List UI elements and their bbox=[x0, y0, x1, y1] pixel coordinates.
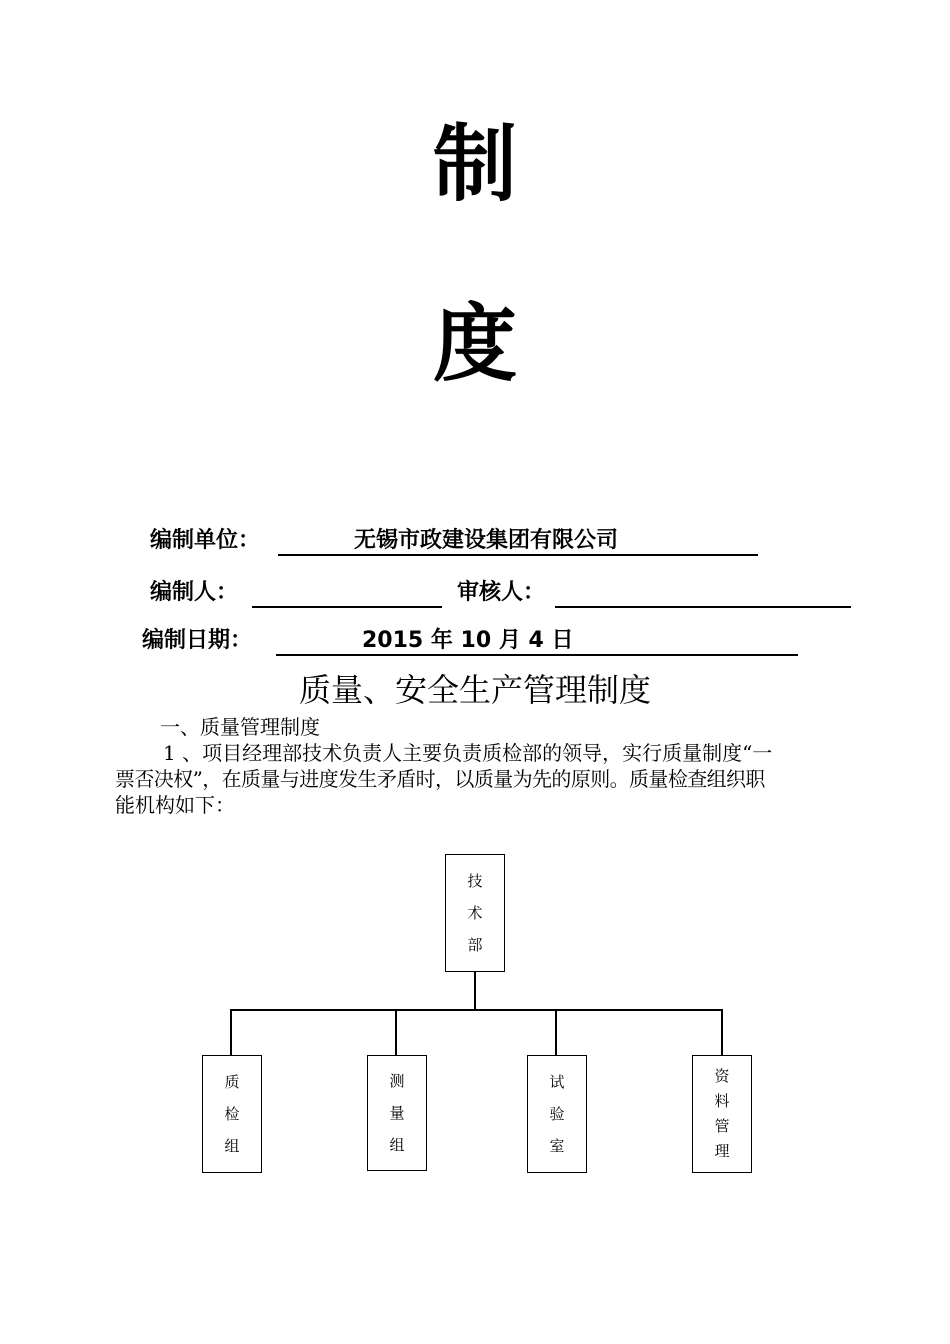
org-child-char: 室 bbox=[549, 1137, 565, 1155]
reviewer-field[interactable] bbox=[555, 578, 851, 608]
org-child-box-survey bbox=[367, 1055, 427, 1171]
reviewer-label: 审核人： bbox=[457, 580, 546, 605]
org-child-char: 试 bbox=[549, 1073, 565, 1091]
org-child-box-records bbox=[692, 1055, 752, 1173]
org-root-char: 技 bbox=[467, 872, 483, 890]
org-root-char: 部 bbox=[467, 936, 483, 954]
org-child-box-lab bbox=[527, 1055, 587, 1173]
unit-field[interactable] bbox=[278, 526, 758, 556]
connector-child-1 bbox=[230, 1009, 232, 1055]
org-child-char: 管 bbox=[714, 1117, 730, 1135]
date-line bbox=[142, 626, 807, 658]
org-child-char: 料 bbox=[714, 1092, 730, 1110]
org-child-box-quality bbox=[202, 1055, 262, 1173]
paragraph-line-3: 能机构如下： bbox=[115, 793, 235, 817]
connector-horizontal bbox=[230, 1009, 722, 1011]
date-value: 2015 年 10 月 4 日 bbox=[362, 628, 574, 653]
org-child-char: 检 bbox=[224, 1105, 240, 1123]
org-root-char: 术 bbox=[467, 904, 483, 922]
org-root-box bbox=[445, 854, 505, 972]
unit-value: 无锡市政建设集团有限公司 bbox=[354, 528, 619, 553]
unit-label: 编制单位： bbox=[150, 528, 261, 553]
connector-child-3 bbox=[555, 1009, 557, 1055]
editor-label: 编制人： bbox=[150, 580, 239, 605]
org-child-char: 质 bbox=[224, 1073, 240, 1091]
connector-root-down bbox=[474, 972, 476, 1010]
org-child-char: 组 bbox=[224, 1137, 240, 1155]
date-label: 编制日期： bbox=[142, 628, 253, 653]
editor-line bbox=[150, 578, 855, 610]
date-field[interactable] bbox=[276, 626, 798, 656]
connector-child-4 bbox=[721, 1009, 723, 1055]
org-child-char: 理 bbox=[714, 1142, 730, 1160]
cover-char-zhi: 制 bbox=[432, 115, 517, 213]
org-child-char: 量 bbox=[389, 1104, 405, 1122]
org-child-char: 资 bbox=[714, 1067, 730, 1085]
document-title: 质量、安全生产管理制度 bbox=[298, 671, 651, 709]
paragraph-line-2: 票否决权”，在质量与进度发生矛盾时，以质量为先的原则。质量检查组织职 bbox=[115, 767, 765, 791]
org-child-char: 组 bbox=[389, 1136, 405, 1154]
connector-child-2 bbox=[395, 1009, 397, 1055]
editor-field[interactable] bbox=[252, 578, 442, 608]
org-child-char: 验 bbox=[549, 1105, 565, 1123]
org-child-char: 测 bbox=[389, 1072, 405, 1090]
unit-line bbox=[150, 526, 770, 558]
section-heading: 一、质量管理制度 bbox=[160, 715, 320, 739]
paragraph-line-1: 1 、项目经理部技术负责人主要负责质检部的领导，实行质量制度“一 bbox=[163, 741, 773, 765]
cover-char-du: 度 bbox=[432, 295, 517, 393]
